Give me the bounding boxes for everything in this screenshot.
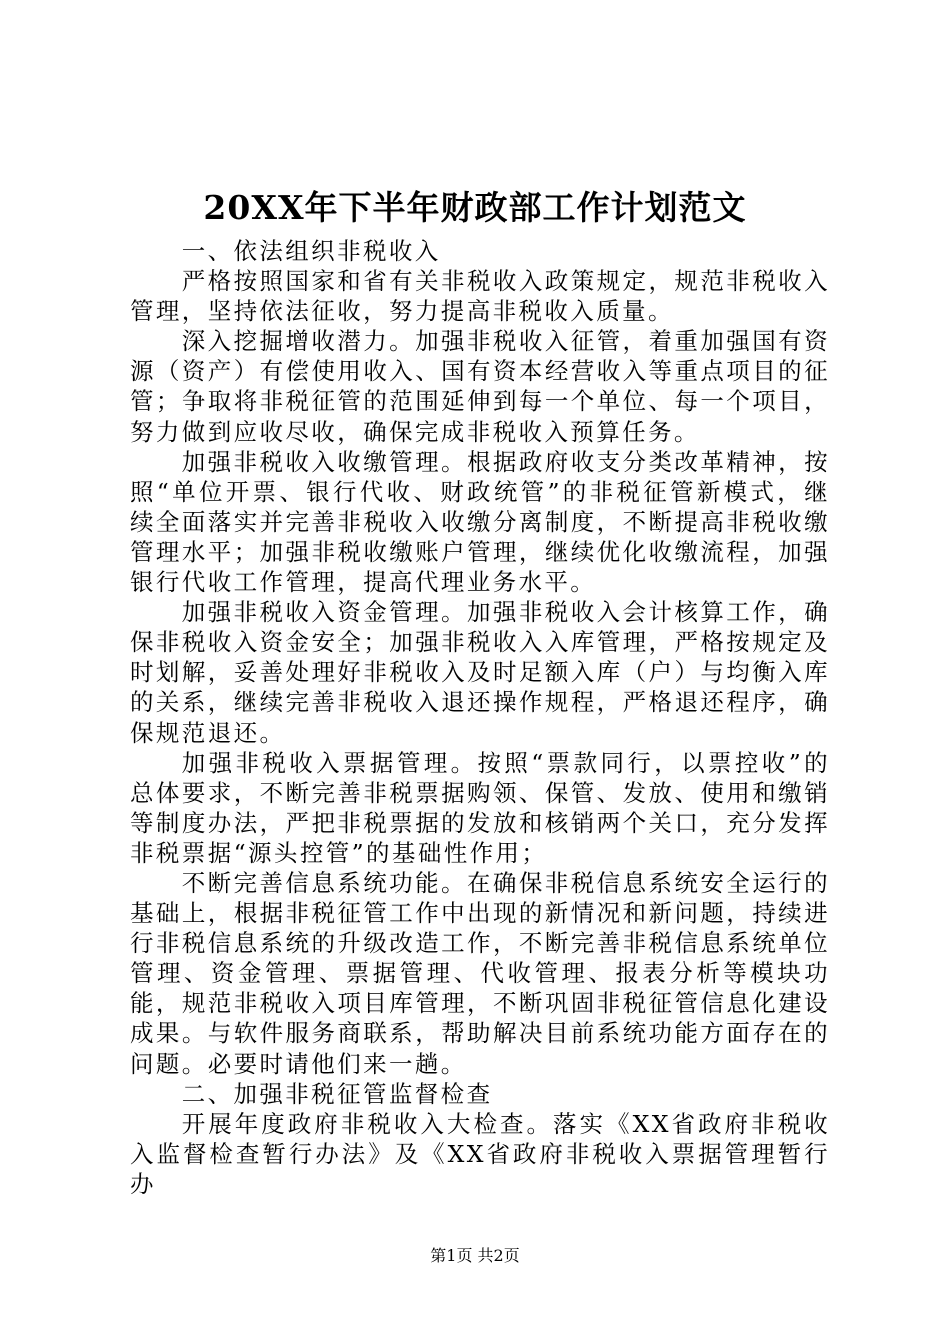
paragraph: 加强非税收入票据管理。按照“票款同行，以票控收”的总体要求，不断完善非税票据购领、保管、发放、使用和缴销等制度办法，严把非税票据的发放和核销两个关口，充分发挥非税票据“源头控管”的基础性作用； [130, 748, 830, 867]
paragraph: 深入挖掘增收潜力。加强非税收入征管，着重加强国有资源（资产）有偿使用收入、国有资本经营收入等重点项目的征管；争取将非税征管的范围延伸到每一个单位、每一个项目，努力做到应收尽收，确保完成非税收入预算任务。 [130, 327, 830, 446]
document-body [130, 236, 830, 1199]
section-heading: 二、加强非税征管监督检查 [181, 1079, 493, 1108]
paragraph: 严格按照国家和省有关非税收入政策规定，规范非税收入管理，坚持依法征收，努力提高非税收入质量。 [130, 267, 830, 326]
section-heading: 一、依法组织非税收入 [181, 237, 441, 265]
paragraph: 不断完善信息系统功能。在确保非税信息系统安全运行的基础上，根据非税征管工作中出现的新情况和新问题，持续进行非税信息系统的升级改造工作，不断完善非税信息系统单位管理、资金管理、票据管理、代收管理、报表分析等模块功能，规范非税收入项目库管理，不断巩固非税征管信息化建设成果。与软件服务商联系，帮助解决目前系统功能方面存在的问题。必要时请他们来一趟。 [130, 868, 830, 1078]
page-footer: 第1页 共2页 [430, 1246, 520, 1265]
paragraph: 加强非税收入收缴管理。根据政府收支分类改革精神，按照“单位开票、银行代收、财政统管”的非税征管新模式，继续全面落实并完善非税收入收缴分离制度，不断提高非税收缴管理水平；加强非税收缴账户管理，继续优化收缴流程，加强银行代收工作管理，提高代理业务水平。 [130, 447, 830, 597]
paragraph: 加强非税收入资金管理。加强非税收入会计核算工作，确保非税收入资金安全；加强非税收入入库管理，严格按规定及时划解，妥善处理好非税收入及时足额入库（户）与均衡入库的关系，继续完善非税收入退还操作规程，严格退还程序，确保规范退还。 [130, 598, 830, 747]
document-title: 20XX年下半年财政部工作计划范文 [203, 188, 747, 227]
paragraph: 开展年度政府非税收入大检查。落实《XX省政府非税收入监督检查暂行办法》及《XX省政府非税收入票据管理暂行办 [130, 1109, 830, 1198]
